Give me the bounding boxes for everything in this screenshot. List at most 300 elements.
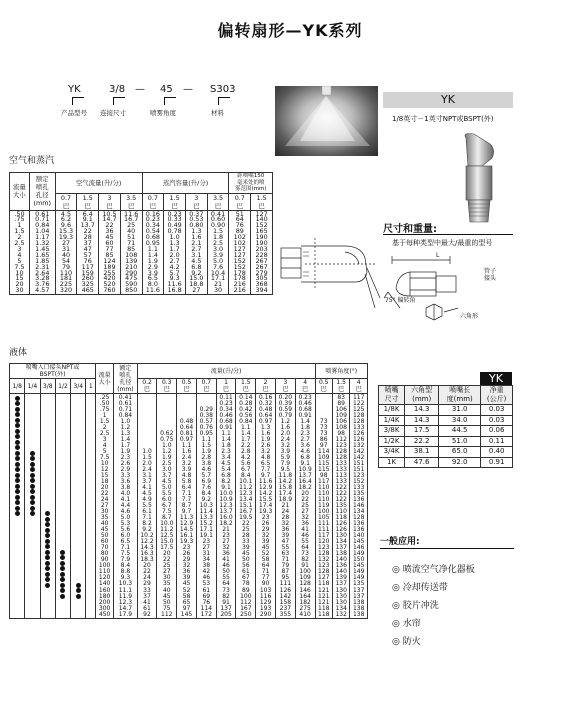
empty-cell bbox=[88, 577, 93, 582]
air-header-steam: 蒸汽容量(升/分) bbox=[142, 173, 229, 194]
dim-cell: 1K bbox=[379, 457, 405, 468]
availability-dot bbox=[45, 522, 50, 527]
empty-cell bbox=[76, 495, 81, 500]
empty-cell bbox=[76, 462, 81, 467]
dimension-drawing bbox=[380, 248, 500, 330]
air-data-column: 0.41 0.60 0.90 1.5 1.8 2.5 3.0 3.9 5.0 7.6 10.4 17.1 21 30 bbox=[207, 210, 229, 295]
pressure-header: 2 巴 bbox=[256, 379, 276, 394]
empty-cell bbox=[76, 489, 81, 494]
availability-dot bbox=[45, 577, 50, 582]
liquid-data-column: 0.14 0.28 0.42 0.56 0.84 1.1 1.4 1.7 2.2 2.8 4.2 5.6 6.7 8.4 10.1 11.2 12.3 13.4 15.1 16.7 19.5 22 25 28 33 39 45 50 56 61 67 78 89 100 112 167 250 bbox=[236, 394, 256, 619]
empty-cell bbox=[30, 412, 35, 417]
liq-header-flow-size: 流量 大小 bbox=[96, 364, 114, 394]
empty-cell bbox=[45, 473, 50, 478]
availability-dot bbox=[30, 467, 35, 472]
code-separator: — bbox=[183, 84, 193, 95]
air-data-column: 11.6 16.7 25 40 51 71 85 108 139 210 290 475 590 850 bbox=[120, 210, 142, 295]
application-item: ◎ 胶片冲洗 bbox=[392, 601, 439, 611]
empty-cell bbox=[30, 522, 35, 527]
availability-dot bbox=[15, 396, 20, 401]
empty-cell bbox=[76, 550, 81, 555]
divider bbox=[380, 548, 514, 549]
empty-cell bbox=[76, 566, 81, 571]
empty-cell bbox=[60, 412, 65, 417]
empty-cell bbox=[88, 550, 93, 555]
dim-header: 净重 (公斤) bbox=[481, 386, 513, 405]
empty-cell bbox=[60, 484, 65, 489]
availability-dot bbox=[45, 583, 50, 588]
empty-cell bbox=[76, 555, 81, 560]
angle-pressure-header: 1.5 巴 bbox=[332, 379, 349, 394]
availability-dot bbox=[60, 572, 65, 577]
empty-cell bbox=[45, 407, 50, 412]
availability-dot bbox=[45, 511, 50, 516]
pressure-header: 4 巴 bbox=[295, 379, 315, 394]
code-tick bbox=[72, 97, 84, 105]
availability-dot bbox=[60, 594, 65, 599]
availability-dot bbox=[15, 456, 20, 461]
empty-cell bbox=[88, 555, 93, 560]
air-data-column: 51 64 76 89 102 102 127 127 152 152 178 178 216 216 bbox=[229, 210, 251, 295]
product-name-box: YK bbox=[383, 92, 513, 108]
dim-cell: 1/2K bbox=[379, 436, 405, 447]
availability-dot bbox=[15, 445, 20, 450]
empty-cell bbox=[15, 577, 20, 582]
empty-cell bbox=[60, 495, 65, 500]
liquid-data-column: 0.29 0.38 0.57 0.76 0.95 1.1 1.5 1.9 2.8 3.8 4.6 5.7 6.9 7.6 8.4 9.2 10.3 11.4 13.3 15.2 17.1 19.1 23 27 31 34 38 42 46 53 61 69 76 114 172 bbox=[196, 394, 216, 619]
dim-cell: 0.11 bbox=[481, 436, 513, 447]
empty-cell bbox=[45, 451, 50, 456]
dim-header: 喷嘴长 度(mm) bbox=[439, 386, 481, 405]
availability-dot bbox=[30, 456, 35, 461]
empty-cell bbox=[60, 539, 65, 544]
air-data-column: 127 140 152 165 190 190 203 228 267 267 279 305 368 394 bbox=[251, 210, 273, 295]
availability-dot bbox=[15, 434, 20, 439]
code-label-model: 产品型号 bbox=[61, 109, 87, 117]
availability-dot bbox=[15, 423, 20, 428]
nozzle-illustration bbox=[452, 132, 512, 224]
availability-dot bbox=[15, 478, 20, 483]
air-section-title: 空气和蒸汽 bbox=[9, 156, 55, 166]
empty-cell bbox=[60, 445, 65, 450]
empty-cell bbox=[45, 401, 50, 406]
empty-cell bbox=[76, 500, 81, 505]
inlet-size-header: 3/4 bbox=[71, 379, 86, 394]
empty-cell bbox=[88, 396, 93, 401]
availability-dot bbox=[30, 484, 35, 489]
empty-cell bbox=[76, 539, 81, 544]
air-data-column: 0.23 0.33 0.49 0.78 1.0 1.3 1.7 2.0 2.7 4.2 5.7 9.3 11.6 16.8 bbox=[164, 210, 186, 295]
air-header-air-flow: 空气流量(升/分) bbox=[55, 173, 142, 194]
empty-cell bbox=[60, 418, 65, 423]
empty-cell bbox=[88, 423, 93, 428]
dimension-table bbox=[378, 385, 513, 468]
availability-dot bbox=[60, 555, 65, 560]
empty-cell bbox=[15, 594, 20, 599]
dim-header: 喷嘴 尺寸 bbox=[379, 386, 405, 405]
empty-cell bbox=[76, 478, 81, 483]
empty-cell bbox=[45, 506, 50, 511]
empty-cell bbox=[30, 533, 35, 538]
empty-cell bbox=[60, 451, 65, 456]
empty-cell bbox=[88, 440, 93, 445]
availability-dot bbox=[60, 583, 65, 588]
pressure-header: 3 巴 bbox=[99, 193, 121, 210]
availability-dot bbox=[30, 462, 35, 467]
availability-dot bbox=[15, 451, 20, 456]
empty-cell bbox=[88, 445, 93, 450]
availability-dot bbox=[60, 577, 65, 582]
empty-cell bbox=[88, 533, 93, 538]
availability-dot bbox=[15, 418, 20, 423]
empty-cell bbox=[76, 533, 81, 538]
empty-cell bbox=[88, 539, 93, 544]
empty-cell bbox=[15, 555, 20, 560]
liquid-table bbox=[9, 363, 368, 619]
air-header-flow-size: 流量 大小 bbox=[10, 173, 30, 211]
code-label-size: 连接尺寸 bbox=[100, 109, 126, 117]
empty-cell bbox=[76, 522, 81, 527]
pressure-header: 3 巴 bbox=[275, 379, 295, 394]
availability-dot bbox=[30, 506, 35, 511]
code-part-model: YK bbox=[68, 84, 81, 95]
liquid-section-title: 液体 bbox=[9, 348, 28, 358]
pressure-header: 0.2 巴 bbox=[137, 379, 157, 394]
empty-cell bbox=[88, 511, 93, 516]
availability-dot bbox=[15, 511, 20, 516]
empty-cell bbox=[60, 517, 65, 522]
code-part-material: S303 bbox=[210, 84, 236, 95]
empty-cell bbox=[15, 539, 20, 544]
application-item: ◎ 水帘 bbox=[392, 619, 421, 629]
empty-cell bbox=[45, 489, 50, 494]
empty-cell bbox=[30, 407, 35, 412]
empty-cell bbox=[60, 440, 65, 445]
liquid-data-column: 0.16 0.32 0.48 0.64 0.97 1.3 1.6 1.9 2.6 3.2 4.8 6.5 7.7 9.7 11.6 12.9 14.2 15.5 17.4 19.3 23 26 29 32 39 45 52 58 64 71 77 90 103 116 129 193 290 bbox=[256, 394, 276, 619]
availability-dot bbox=[15, 467, 20, 472]
availability-dot bbox=[30, 495, 35, 500]
table-row bbox=[379, 426, 513, 437]
empty-cell bbox=[15, 572, 20, 577]
empty-cell bbox=[60, 429, 65, 434]
availability-dot bbox=[15, 489, 20, 494]
empty-cell bbox=[88, 484, 93, 489]
availability-dot bbox=[15, 506, 20, 511]
empty-cell bbox=[15, 544, 20, 549]
dim-cell: 38.1 bbox=[405, 447, 439, 458]
availability-dot bbox=[45, 539, 50, 544]
availability-dot bbox=[30, 489, 35, 494]
pressure-header: 1 巴 bbox=[216, 379, 236, 394]
pressure-header: 0.7 巴 bbox=[196, 379, 216, 394]
table-row bbox=[379, 457, 513, 468]
dim-label-L: L bbox=[436, 252, 440, 259]
dimensions-title: 尺寸和重量: bbox=[383, 224, 437, 235]
empty-cell bbox=[45, 462, 50, 467]
empty-cell bbox=[45, 500, 50, 505]
empty-cell bbox=[60, 456, 65, 461]
empty-cell bbox=[45, 418, 50, 423]
empty-cell bbox=[45, 495, 50, 500]
code-tick bbox=[218, 97, 230, 105]
inlet-size-header: 3/8 bbox=[40, 379, 55, 394]
empty-cell bbox=[60, 489, 65, 494]
empty-cell bbox=[45, 434, 50, 439]
product-connection: 1/8英寸－1英寸NPT或BSPT(外) bbox=[392, 115, 494, 123]
availability-dot bbox=[45, 544, 50, 549]
empty-cell bbox=[45, 440, 50, 445]
air-data-column: 6.4 9.1 13.7 22 28 37 47 57 76 117 159 260 325 465 bbox=[77, 210, 99, 295]
availability-dot bbox=[30, 500, 35, 505]
empty-cell bbox=[76, 484, 81, 489]
availability-dot bbox=[15, 495, 20, 500]
dim-label-wrench: 管子 接头 bbox=[484, 268, 497, 282]
dim-cell: 34.0 bbox=[439, 415, 481, 426]
empty-cell bbox=[30, 517, 35, 522]
angle-pressure-header: 4 巴 bbox=[350, 379, 368, 394]
inlet-size-header: 1/8 bbox=[10, 379, 25, 394]
empty-cell bbox=[88, 566, 93, 571]
availability-dot bbox=[45, 561, 50, 566]
empty-cell bbox=[88, 500, 93, 505]
empty-cell bbox=[60, 478, 65, 483]
empty-cell bbox=[60, 401, 65, 406]
inlet-size-header: 1 bbox=[86, 379, 96, 394]
empty-cell bbox=[88, 495, 93, 500]
empty-cell bbox=[88, 456, 93, 461]
availability-dot bbox=[15, 440, 20, 445]
pressure-header: 1.5 巴 bbox=[77, 193, 99, 210]
liq-header-angle: 喷雾角度(°) bbox=[315, 364, 368, 379]
empty-cell bbox=[60, 522, 65, 527]
empty-cell bbox=[60, 511, 65, 516]
inlet-dot-column bbox=[55, 394, 70, 619]
empty-cell bbox=[30, 434, 35, 439]
air-data-column: .50 .75 1 1.5 2 2.5 3 4 5 7.5 10 15 20 30 bbox=[10, 210, 30, 295]
empty-cell bbox=[45, 429, 50, 434]
empty-cell bbox=[30, 577, 35, 582]
empty-cell bbox=[30, 528, 35, 533]
availability-dot bbox=[45, 555, 50, 560]
inlet-size-header: 1/4 bbox=[25, 379, 40, 394]
liquid-data-column: 1.0 1.5 2.0 2.4 3.1 3.7 4.1 4.5 4.9 5.5 6.1 7.1 8.2 9.2 10.2 12.2 14.3 16.3 18.3 20 22 24 29 33 37 41 61 92 bbox=[137, 394, 157, 619]
code-part-size: 3/8 bbox=[109, 84, 126, 95]
dim-cell: 0.06 bbox=[481, 426, 513, 437]
availability-dot bbox=[15, 407, 20, 412]
dim-cell: 1/8K bbox=[379, 405, 405, 416]
empty-cell bbox=[60, 462, 65, 467]
liquid-data-column: 0.48 0.64 0.81 0.97 1.1 1.6 2.4 3.2 3.9 4.8 5.8 6.4 7.1 7.7 8.7 9.7 11.3 12.9 14.5 16.1 19.3 23 26 29 32 36 39 45 52 58 65 97 145 bbox=[177, 394, 197, 619]
empty-cell bbox=[15, 583, 20, 588]
pressure-header: 3.5 巴 bbox=[207, 193, 229, 210]
empty-cell bbox=[76, 577, 81, 582]
application-item: ◎ 冷却传送带 bbox=[392, 583, 448, 593]
dim-table-badge: YK bbox=[480, 372, 512, 385]
availability-dot bbox=[60, 588, 65, 593]
empty-cell bbox=[60, 500, 65, 505]
air-data-column: 10.5 14.7 22 36 45 60 77 85 124 189 255 420 520 760 bbox=[99, 210, 121, 295]
empty-cell bbox=[15, 550, 20, 555]
dim-cell: 14.3 bbox=[405, 405, 439, 416]
empty-cell bbox=[88, 506, 93, 511]
availability-dot bbox=[76, 583, 81, 588]
empty-cell bbox=[45, 423, 50, 428]
empty-cell bbox=[88, 467, 93, 472]
availability-dot bbox=[60, 566, 65, 571]
empty-cell bbox=[45, 588, 50, 593]
empty-cell bbox=[30, 429, 35, 434]
empty-cell bbox=[88, 434, 93, 439]
dim-cell: 31.0 bbox=[439, 405, 481, 416]
empty-cell bbox=[15, 528, 20, 533]
air-steam-table bbox=[9, 172, 273, 295]
availability-dot bbox=[15, 500, 20, 505]
empty-cell bbox=[30, 423, 35, 428]
empty-cell bbox=[88, 528, 93, 533]
divider bbox=[383, 234, 513, 235]
availability-dot bbox=[45, 517, 50, 522]
dim-cell: 44.5 bbox=[439, 426, 481, 437]
liquid-data-column: 83 89 106 109 106 108 98 112 123 128 128 133 133 113 133 122 122 122 135 110 118 126 126 130 134 137 138 140 136 140 139 137 130 130 130 134 132 bbox=[332, 394, 349, 619]
liquid-data-column: 0.41 0.61 0.71 0.84 1.0 1.2 1.3 1.4 1.7 1.9 2.3 2.6 2.9 3.3 3.6 3.8 4.0 4.1 4.4 4.6 5.0 5.3 5.6 6.0 6.5 7.1 7.5 7.9 8.4 8.8 9.3 10.3 11.1 11.9 12.3 14.7 17.9 bbox=[114, 394, 137, 619]
empty-cell bbox=[60, 407, 65, 412]
empty-cell bbox=[30, 544, 35, 549]
empty-cell bbox=[60, 396, 65, 401]
empty-cell bbox=[76, 401, 81, 406]
dim-label-hex: 六角形 bbox=[460, 313, 479, 320]
pressure-header: 0.7 巴 bbox=[229, 193, 251, 210]
availability-dot bbox=[45, 528, 50, 533]
dim-cell: 0.40 bbox=[481, 447, 513, 458]
empty-cell bbox=[30, 566, 35, 571]
empty-cell bbox=[30, 583, 35, 588]
availability-dot bbox=[30, 473, 35, 478]
dim-cell: 22.2 bbox=[405, 436, 439, 447]
air-data-column: 4.5 6.2 9.6 15.3 19.3 27 31 40 54 79 110 181 225 320 bbox=[55, 210, 77, 295]
empty-cell bbox=[76, 517, 81, 522]
empty-cell bbox=[88, 544, 93, 549]
empty-cell bbox=[60, 506, 65, 511]
empty-cell bbox=[76, 412, 81, 417]
pressure-header: 0.5 巴 bbox=[177, 379, 197, 394]
empty-cell bbox=[88, 462, 93, 467]
empty-cell bbox=[76, 467, 81, 472]
liq-header-inlet: 喷嘴入口接头NPT或 BSPT(外) bbox=[10, 364, 96, 379]
empty-cell bbox=[88, 561, 93, 566]
liquid-data-column: 0.62 0.75 1.0 1.2 1.9 2.5 3.0 3.7 4.5 5.0 5.5 6.0 6.7 7.5 8.7 10.0 11.2 12.5 15.0 17.5 20 22 25 27 30 35 40 45 50 75 112 bbox=[157, 394, 177, 619]
availability-dot bbox=[30, 478, 35, 483]
empty-cell bbox=[15, 533, 20, 538]
application-item: ◎ 喷流空气净化器板 bbox=[392, 565, 475, 575]
empty-cell bbox=[88, 478, 93, 483]
availability-dot bbox=[15, 429, 20, 434]
availability-dot bbox=[45, 566, 50, 571]
pressure-header: 3 巴 bbox=[185, 193, 207, 210]
empty-cell bbox=[45, 445, 50, 450]
empty-cell bbox=[15, 588, 20, 593]
code-separator: — bbox=[135, 84, 145, 95]
empty-cell bbox=[60, 473, 65, 478]
empty-cell bbox=[76, 418, 81, 423]
empty-cell bbox=[88, 588, 93, 593]
empty-cell bbox=[30, 440, 35, 445]
empty-cell bbox=[45, 396, 50, 401]
empty-cell bbox=[30, 561, 35, 566]
availability-dot bbox=[15, 462, 20, 467]
empty-cell bbox=[45, 456, 50, 461]
inlet-dot-column bbox=[86, 394, 96, 619]
dim-cell: 3/8K bbox=[379, 426, 405, 437]
empty-cell bbox=[76, 445, 81, 450]
application-item: ◎ 防火 bbox=[392, 637, 421, 647]
dim-cell: 65.0 bbox=[439, 447, 481, 458]
empty-cell bbox=[45, 484, 50, 489]
empty-cell bbox=[88, 583, 93, 588]
availability-dot bbox=[76, 594, 81, 599]
code-tick bbox=[113, 97, 125, 105]
inlet-size-header: 1/2 bbox=[55, 379, 70, 394]
empty-cell bbox=[88, 572, 93, 577]
availability-dot bbox=[15, 473, 20, 478]
empty-cell bbox=[76, 434, 81, 439]
availability-dot bbox=[30, 511, 35, 516]
empty-cell bbox=[76, 429, 81, 434]
air-data-column: 0.16 0.23 0.34 0.54 0.68 0.95 1.1 1.4 1.9 2.9 3.9 6.5 8.0 11.6 bbox=[142, 210, 164, 295]
table-row bbox=[379, 447, 513, 458]
side-view-drawing bbox=[275, 228, 385, 320]
empty-cell bbox=[30, 445, 35, 450]
pressure-header: 1.5 巴 bbox=[164, 193, 186, 210]
empty-cell bbox=[76, 506, 81, 511]
empty-cell bbox=[88, 489, 93, 494]
empty-cell bbox=[45, 478, 50, 483]
dimensions-subtitle: 基于每种类型中最大/最重的型号 bbox=[392, 239, 493, 247]
empty-cell bbox=[76, 572, 81, 577]
empty-cell bbox=[76, 473, 81, 478]
empty-cell bbox=[76, 511, 81, 516]
empty-cell bbox=[88, 407, 93, 412]
empty-cell bbox=[30, 555, 35, 560]
availability-dot bbox=[45, 550, 50, 555]
liq-header-orifice: 额定 喷孔 孔径 (mm) bbox=[114, 364, 137, 394]
dim-label-angle: 75° 偏转角 bbox=[385, 297, 416, 304]
table-row bbox=[379, 436, 513, 447]
empty-cell bbox=[15, 517, 20, 522]
air-header-distance: 距喷嘴150 毫米处的喷 雾范围(mm) bbox=[229, 173, 273, 194]
availability-dot bbox=[76, 588, 81, 593]
pressure-header: 3.5 巴 bbox=[120, 193, 142, 210]
empty-cell bbox=[76, 544, 81, 549]
empty-cell bbox=[76, 561, 81, 566]
spray-photo bbox=[275, 86, 378, 156]
empty-cell bbox=[15, 522, 20, 527]
liquid-data-column: 73 73 73 86 97 114 109 115 115 98 117 110 110 110 119 100 105 111 111 117 120 123 128 132 123 128 127 118 121 121 121 118 118 bbox=[315, 394, 332, 619]
code-part-angle: 45 bbox=[160, 84, 173, 95]
dim-cell: 17.5 bbox=[405, 426, 439, 437]
empty-cell bbox=[76, 423, 81, 428]
page-title: 偏转扇形—YK系列 bbox=[217, 21, 363, 40]
liquid-data-column: .25 .50 .75 1 1.5 2 2.5 3 4 5 7.5 10 12 15 18 20 22 24 27 30 35 40 45 50 60 70 80 90 100 110 120 140 160 180 200 300 450 bbox=[96, 394, 114, 619]
empty-cell bbox=[88, 418, 93, 423]
pressure-header: 1.5 巴 bbox=[251, 193, 273, 210]
inlet-dot-column bbox=[25, 394, 40, 619]
empty-cell bbox=[60, 423, 65, 428]
table-row bbox=[379, 415, 513, 426]
inlet-dot-column bbox=[71, 394, 86, 619]
empty-cell bbox=[76, 407, 81, 412]
code-label-angle: 喷雾角度 bbox=[150, 109, 176, 117]
empty-cell bbox=[88, 473, 93, 478]
